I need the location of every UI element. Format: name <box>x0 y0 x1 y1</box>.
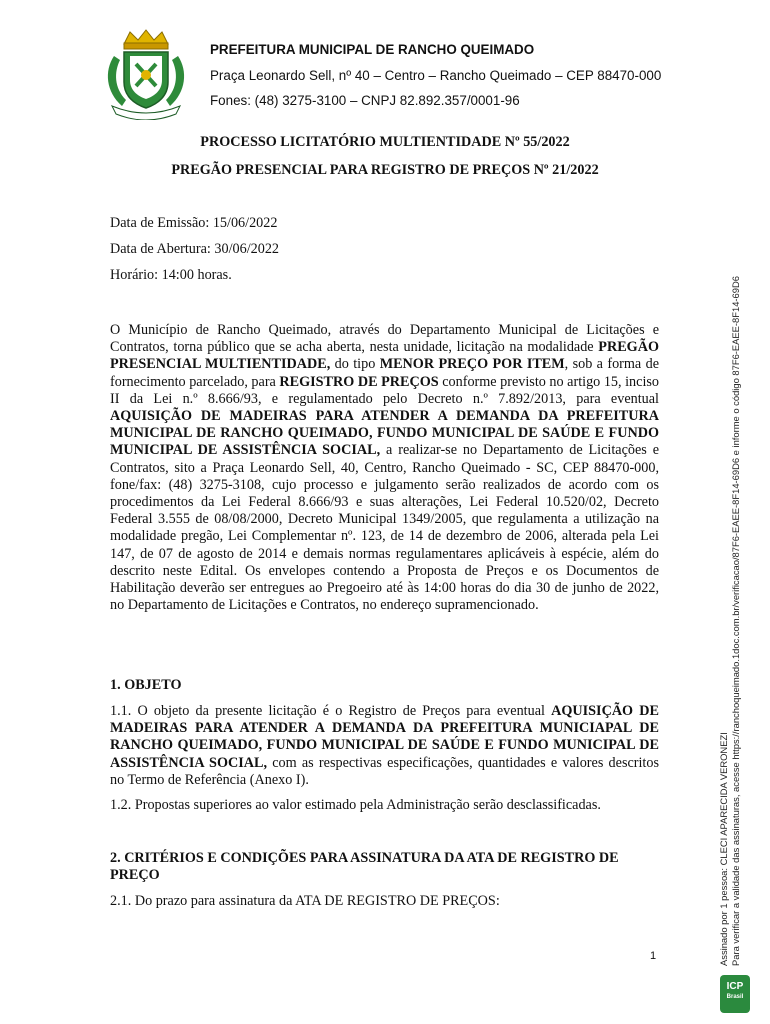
organization-address: Praça Leonardo Sell, nº 40 – Centro – Rancho Queimado – CEP 88470-000 <box>210 68 662 83</box>
icp-seal-bottom: Brasil <box>726 994 744 1000</box>
section-1-heading: 1. OBJETO <box>110 677 182 693</box>
opening-time: Horário: 14:00 horas. <box>110 267 232 283</box>
section-2-heading: 2. CRITÉRIOS E CONDIÇÕES PARA ASSINATURA DA ATA DE REGISTRO DE PREÇO <box>110 850 619 884</box>
icp-seal-top: ICP <box>726 981 744 992</box>
intro-paragraph: O Município de Rancho Queimado, através do Departamento Municipal de Licitações e Contratos, torna público que se acha aberta, nesta unidade, licitação na modalidade PREGÃO PRESENCIAL MULTIENTIDADE, do tipo MENOR PREÇO POR ITEM, sob a forma de fornecimento parcelado, para REGISTRO DE PREÇOS conforme previsto no artigo 15, inciso II da Lei n.º 8.666/93, e regulamentado pelo Decreto n.º 7.892/2013, para eventual AQUISIÇÃO DE MADEIRAS PARA ATENDER A DEMANDA DA PREFEITURA MUNICIPAL DE RANCHO QUEIMADO, FUNDO MUNICIPAL DE SAÚDE E FUNDO MUNICIPAL DE ASSISTÊNCIA SOCIAL, a realizar-se no Departamento de Licitações e Contratos, sito a Praça Leonardo Sell, 40, Centro, Rancho Queimado - SC, CEP 88470-000, fone/fax: (48) 3275-3108, cujo processo e julgamento serão realizados de acordo com os procedimentos da Lei Federal 8.666/93 e suas alterações, Lei Federal 10.520/02, Decreto Federal 3.555 de 08/08/2000, Decreto Municipal 1349/2005, que regulamenta a utilização na modalidade pregão, Lei Complementar nº. 123, de 14 de dezembro de 2006, alterada pela Lei 147, de 07 de agosto de 2014 e demais normas regulamentares aplicáveis à espécie, além do descrito neste Edital. Os envelopes contendo a Proposta de Preços e os Documentos de Habilitação deverão ser entregues ao Pregoeiro até às 14:00 horas do dia 30 de junho de 2022, no Departamento de Licitações e Contratos, no endereço supramencionado. <box>110 322 660 614</box>
issue-date: Data de Emissão: 15/06/2022 <box>110 215 278 231</box>
signature-verification-notice: Para verificar a validade das assinaturas, acesse https://ranchoqueimado.1doc.com.br/verificacao/87F6-EAEE-8F14-69D6 e informe o código 87F6-EAEE-8F14-69D6 <box>730 276 741 966</box>
process-title: PROCESSO LICITATÓRIO MULTIENTIDADE Nº 55/2022 <box>200 134 570 150</box>
organization-phones: Fones: (48) 3275-3100 – CNPJ 82.892.357/0001-96 <box>210 93 520 108</box>
organization-name: PREFEITURA MUNICIPAL DE RANCHO QUEIMADO <box>210 42 535 57</box>
section-1-1-paragraph: 1.1. O objeto da presente licitação é o Registro de Preços para eventual AQUISIÇÃO DE MADEIRAS PARA ATENDER A DEMANDA DA PREFEITURA MUNICIAPAL DE RANCHO QUEIMADO, FUNDO MUNICIPAL DE SAÚDE E FUNDO MUNICIPAL DE ASSISTÊNCIA SOCIAL, com as respectivas especificações, quantidades e valores descritos no Termo de Referência (Anexo I). <box>110 703 659 788</box>
icp-brasil-seal <box>720 975 750 1013</box>
page-number: 1 <box>650 950 657 962</box>
opening-date: Data de Abertura: 30/06/2022 <box>110 241 280 257</box>
signature-notice: Assinado por 1 pessoa: CLECI APARECIDA VERONEZI <box>718 732 729 966</box>
auction-title: PREGÃO PRESENCIAL PARA REGISTRO DE PREÇOS Nº 21/2022 <box>171 162 599 178</box>
section-1-2-paragraph: 1.2. Propostas superiores ao valor estimado pela Administração serão desclassificadas. <box>110 797 601 813</box>
municipal-coat-of-arms <box>102 26 190 120</box>
section-2-1-paragraph: 2.1. Do prazo para assinatura da ATA DE REGISTRO DE PREÇOS: <box>110 893 500 909</box>
